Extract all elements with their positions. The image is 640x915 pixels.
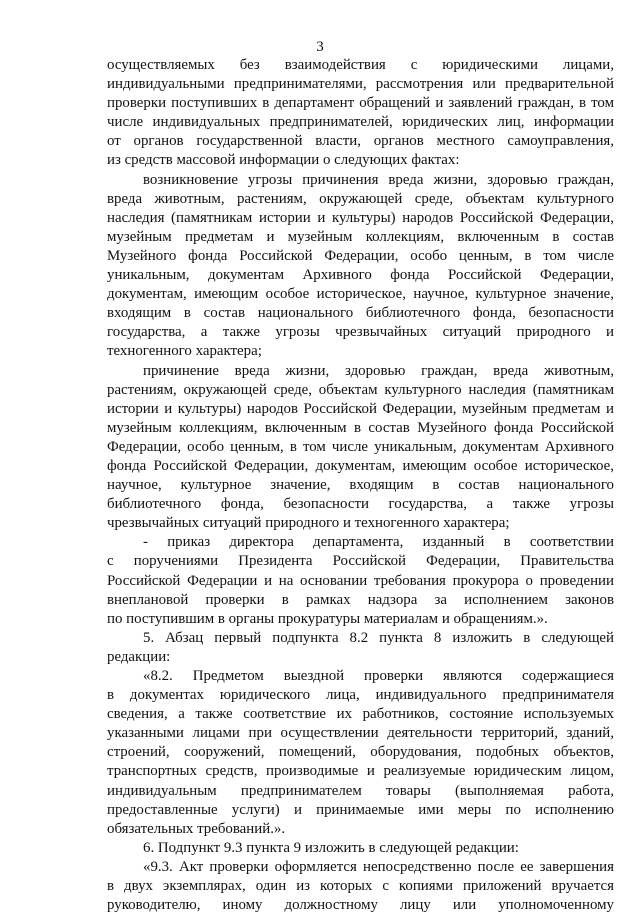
paragraph bbox=[107, 56, 614, 171]
text-line: из средств массовой информации о следующих фактах: bbox=[107, 152, 460, 169]
paragraph bbox=[107, 629, 614, 667]
text-line: «8.2. Предметом выездной проверки являются содержащиеся bbox=[143, 668, 614, 684]
text-line: в двух экземплярах, один из которых с копиями приложений вручается bbox=[107, 878, 614, 895]
text-line: внеплановой проверки в рамках надзора за исполнением законов bbox=[107, 591, 614, 608]
page-number: 3 bbox=[316, 39, 324, 55]
paragraph bbox=[107, 667, 614, 839]
text-line: государства, а также угрозы чрезвычайных ситуаций природного и bbox=[107, 324, 614, 341]
text-line: библиотечного фонда, безопасности государства, а также угрозы bbox=[107, 496, 614, 513]
text-line: индивидуальным предпринимателем товары (выполняемая работа, bbox=[107, 782, 614, 799]
text-line: транспортных средств, производимые и реализуемые юридическим лицом, bbox=[107, 763, 614, 780]
text-line: Музейного фонда Российской Федерации, особо ценным, в том числе bbox=[107, 247, 614, 264]
text-line: индивидуальными предпринимателями, рассмотрения или предварительной bbox=[107, 76, 614, 93]
text-line: научное, культурное значение, входящим в состав национального bbox=[107, 477, 614, 494]
text-line: «9.3. Акт проверки оформляется непосредственно после ее завершения bbox=[143, 858, 614, 875]
text-line: истории и культуры) народов Российской Федерации, музейным предметам и bbox=[107, 400, 614, 417]
paragraph bbox=[107, 533, 614, 628]
text-line: от органов государственной власти, органов местного самоуправления, bbox=[107, 133, 614, 150]
text-line: чрезвычайных ситуаций природного и техногенного характера; bbox=[107, 515, 510, 532]
text-line: строений, сооружений, помещений, оборудования, подобных объектов, bbox=[107, 744, 614, 761]
text-line: вреда животным, растениям, окружающей среде, объектам культурного bbox=[107, 190, 614, 207]
text-line: техногенного характера; bbox=[107, 343, 262, 360]
paragraph bbox=[107, 858, 614, 915]
text-line: обязательных требований.». bbox=[107, 820, 286, 837]
text-line: документам, имеющим особое историческое, научное, культурное значение, bbox=[107, 286, 614, 303]
text-line: уникальным, документам Архивного фонда Российской Федерации, bbox=[107, 267, 614, 284]
text-line: наследия (памятникам истории и культуры) народов Российской Федерации, bbox=[107, 209, 614, 226]
text-line: редакции: bbox=[107, 648, 171, 665]
text-line: причинение вреда жизни, здоровью граждан, вреда животным, bbox=[143, 362, 614, 379]
text-line: по поступившим в органы прокуратуры материалам и обращениям.». bbox=[107, 610, 548, 627]
text-line: музейным предметам и музейным коллекциям, включенным в состав bbox=[107, 228, 614, 245]
paragraph bbox=[107, 839, 614, 858]
text-line: 5. Абзац первый подпункта 8.2 пункта 8 изложить в следующей bbox=[143, 629, 614, 646]
text-line: фонда Российской Федерации, документам, имеющим особое историческое, bbox=[107, 457, 614, 474]
text-line: сведения, а также соответствие их работников, состояние используемых bbox=[107, 706, 614, 723]
text-line: 6. Подпункт 9.3 пункта 9 изложить в следующей редакции: bbox=[143, 839, 519, 856]
text-line: руководителю, иному должностному лицу или уполномоченному bbox=[107, 897, 614, 914]
text-line: предоставленные услуги) и принимаемые ими меры по исполнению bbox=[107, 801, 614, 818]
paragraph bbox=[107, 362, 614, 534]
text-line: числе индивидуальных предпринимателей, юридических лиц, информации bbox=[107, 114, 614, 131]
text-line: проверки поступивших в департамент обращений и заявлений граждан, в том bbox=[107, 95, 614, 112]
paragraph bbox=[107, 171, 614, 362]
text-line: растениям, окружающей среде, объектам культурного наследия (памятникам bbox=[107, 381, 614, 398]
text-line: с поручениями Президента Российской Федерации, Правительства bbox=[107, 553, 614, 570]
text-line: Российской Федерации и на основании требования прокурора о проведении bbox=[107, 572, 614, 589]
text-line: - приказ директора департамента, изданный в соответствии bbox=[143, 534, 614, 551]
text-line: Федерации, особо ценным, в том числе уникальным, документам Архивного bbox=[107, 438, 614, 455]
text-line: входящим в состав национального библиотечного фонда, безопасности bbox=[107, 305, 614, 322]
text-line: указанными лицами при осуществлении деятельности территорий, зданий, bbox=[107, 725, 614, 742]
text-line: возникновение угрозы причинения вреда жизни, здоровью граждан, bbox=[143, 171, 614, 188]
text-line: осуществляемых без взаимодействия с юридическими лицами, bbox=[107, 57, 614, 73]
text-line: в документах юридического лица, индивидуального предпринимателя bbox=[107, 687, 614, 704]
text-line: музейным коллекциям, включенным в состав Музейного фонда Российской bbox=[107, 419, 614, 436]
document-body bbox=[107, 56, 614, 915]
